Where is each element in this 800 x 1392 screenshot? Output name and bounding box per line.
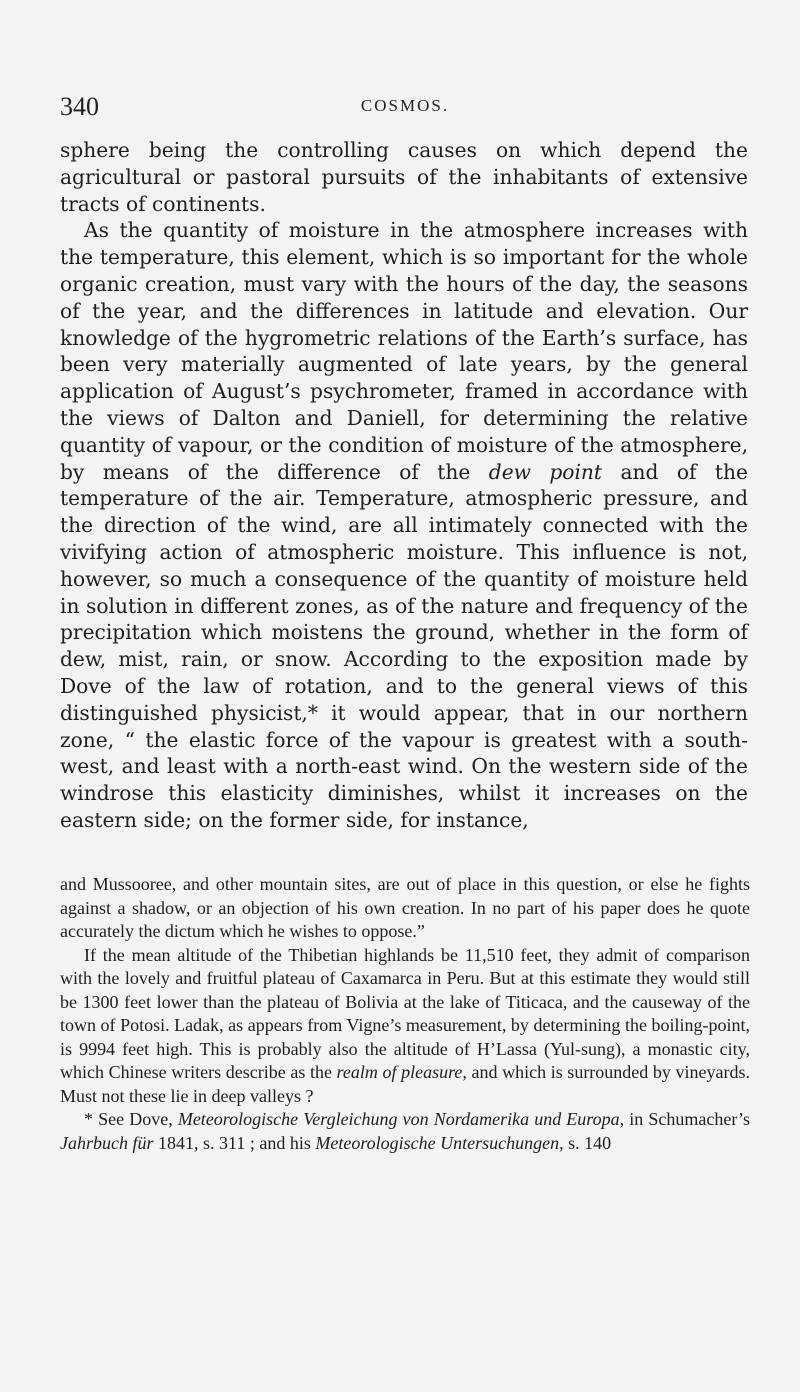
footnote-continued: and Mussooree, and other mountain sites, are out of place in this question, or else he fights against a shadow, or an objection of his own creation. In no part of his paper does he quote accurately the dictum which he wishes to oppose.” bbox=[60, 874, 750, 941]
text-run: 1841, s. 311 ; and his bbox=[153, 1132, 316, 1153]
paragraph-moisture bbox=[60, 217, 748, 833]
text-run: As the quantity of moisture in the atmosphere increases with the temperature, this element, which is so important for the whole organic creation, must vary with the hours of the day, the seasons of the year, and the differences in latitude and elevation. Our knowledge of the hygrometric relations of the Earth’s surface, has been very materially augmented of late years, by the general application of August’s psychrometer, framed in accordance with the views of Dalton and Daniell, for determining the relative quantity of vapour, or the condition of moisture of the atmosphere, by means of the difference of the bbox=[60, 218, 748, 484]
italic-term: realm of pleasure, bbox=[336, 1062, 467, 1082]
footnotes bbox=[60, 873, 750, 1155]
text-run: * See Dove, bbox=[84, 1109, 178, 1129]
paragraph-continued: sphere being the controlling causes on which depend the agricultural or pastoral pursuits of the inhabitants of extensive tracts of continents. bbox=[60, 138, 748, 216]
footnote-dove bbox=[60, 1108, 750, 1155]
italic-title: Jahrbuch für bbox=[60, 1132, 154, 1153]
text-run: in Schumacher’s bbox=[624, 1109, 751, 1129]
text-run: and of the temperature of the air. Temperature, atmospheric pressure, and the direction of the wind, are all intimately connected with the vivifying action of atmospheric moisture. This influence is not, however, so much a consequence of the quantity of moisture held in solution in different zones, as of the nature and frequency of the precipitation which moistens the ground, whether in the form of dew, mist, rain, or snow. According to the exposition made by Dove of the law of rotation, and to the general views of this distinguished physicist,* it would appear, that in our northern zone, “ the elastic force of the vapour is greatest with a south-west, and least with a north-east wind. On the western side of the windrose this elasticity diminishes, whilst it increases on the eastern side; on the former side, for instance, bbox=[60, 459, 748, 832]
text-run: s. 140 bbox=[563, 1132, 612, 1153]
italic-term: dew point bbox=[488, 459, 603, 484]
running-title: COSMOS. bbox=[360, 96, 450, 115]
running-head bbox=[60, 92, 750, 122]
page-number: 340 bbox=[60, 92, 99, 121]
text-run: and which is surrounded by vineyards. Must not these lie in deep valleys ? bbox=[60, 1062, 750, 1106]
italic-title: Meteorologische Untersuchungen, bbox=[315, 1132, 564, 1153]
text-run: If the mean altitude of the Thibetian highlands be 11,510 feet, they admit of comparison with the lovely and fruitful plateau of Caxamarca in Peru. But at this estimate they would still be 1300 feet lower than the plateau of Bolivia at the lake of Titicaca, and the causeway of the town of Potosi. Ladak, as appears from Vigne’s measurement, by determining the boiling-point, is 9994 feet high. This is probably also the altitude of H’Lassa (Yul-sung), a monastic city, which Chinese writers describe as the bbox=[60, 944, 750, 1082]
main-text bbox=[60, 137, 748, 834]
footnote-thibet bbox=[60, 944, 750, 1109]
italic-title: Meteorologische Vergleichung von Nordamerika und Europa, bbox=[177, 1109, 625, 1129]
